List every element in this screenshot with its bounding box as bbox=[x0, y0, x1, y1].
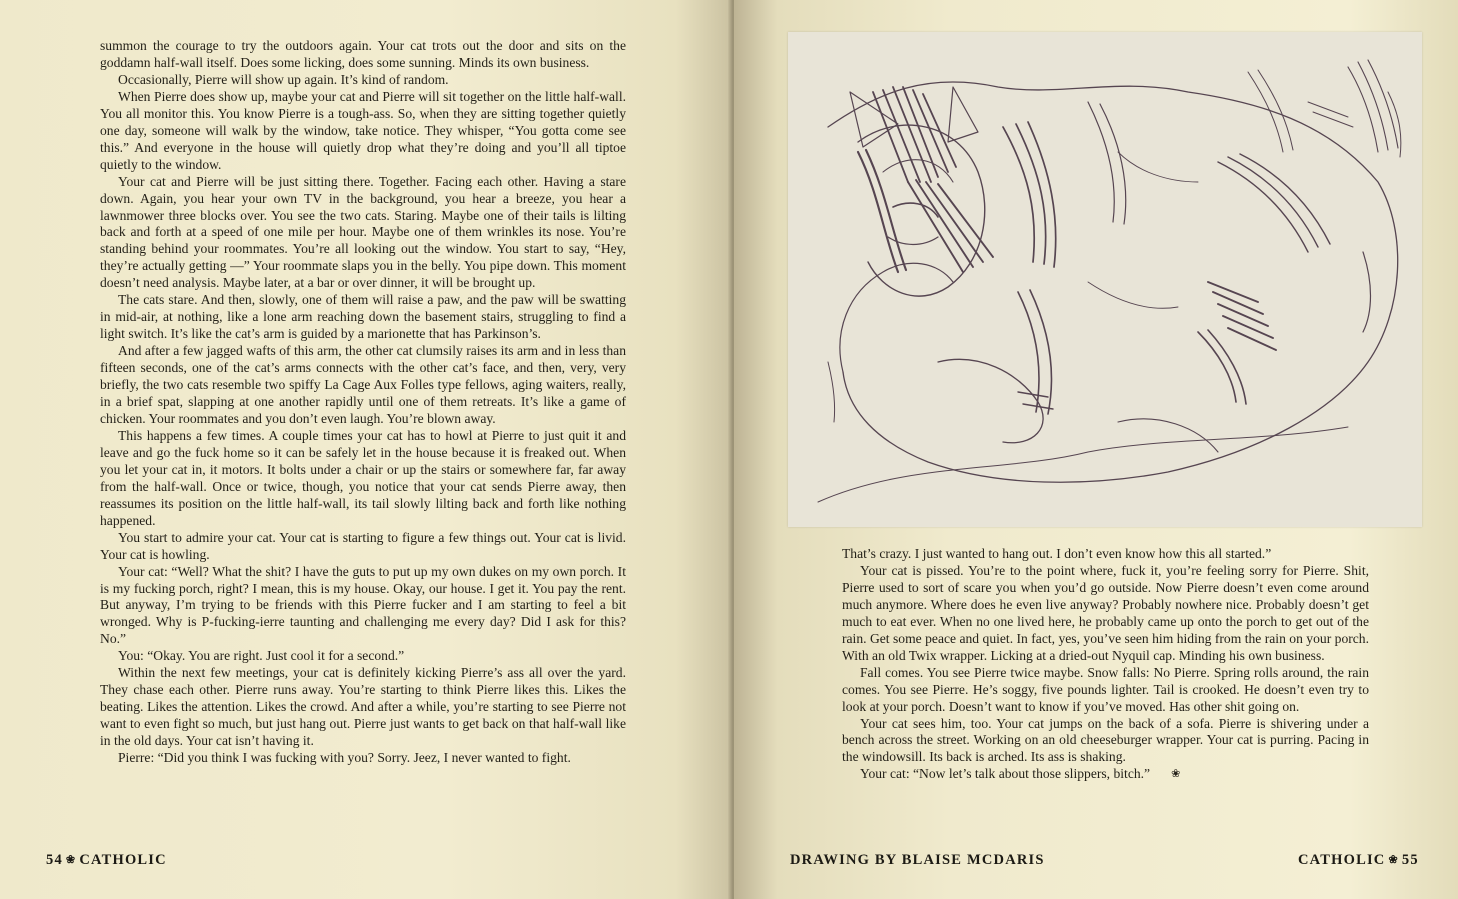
page-number: 54 bbox=[46, 852, 63, 868]
paragraph: Your cat and Pierre will be just sitting there. Together. Facing each other. Having a stare down. Again, you hear your own TV in the background, you hear a breeze, you hear a lawnmower three blocks over. You see the two cats. Staring. Maybe one of their tails is lilting back and forth at a speed of one mile per hour. Maybe one of them wrinkles its nose. You’re standing behind your roommates. You’re all looking out the window. You start to say, “Hey, they’re actually getting —” Your roommate slaps you in the belly. You pipe down. This moment doesn’t need analysis. Maybe later, at a bar or over dinner, it will be brought up. bbox=[100, 173, 626, 291]
magazine-name: CATHOLIC bbox=[1298, 852, 1386, 868]
cat-illustration bbox=[788, 32, 1422, 527]
paw-icon: ❀ bbox=[1171, 768, 1181, 781]
paragraph: And after a few jagged wafts of this arm, the other cat clumsily raises its arm and in less than fifteen seconds, one of the cat’s arms connects with the other cat’s face, and then, very, very briefly, the two cats resemble two spiffy La Cage Aux Folles type fellows, aging waiters, really, in a brief spat, slapping at one another rapidly until one of them retreats. It’s like a game of chicken. Your roommates and you don’t even laugh. You’re blown away. bbox=[100, 343, 626, 426]
magazine-name: CATHOLIC bbox=[79, 852, 167, 868]
paragraph: When Pierre does show up, maybe your cat and Pierre will sit together on the little half-wall. You all monitor this. You know Pierre is a tough-ass. So, when they are sitting together quietly one day, someone will walk by the window, take notice. They whisper, “You gotta come see this.” And everyone in the house will quietly drop what they’re doing and you’ll all tiptoe quietly to the window. bbox=[100, 88, 626, 172]
paragraph: Your cat is pissed. You’re to the point where, fuck it, you’re feeling sorry for Pierre. Shit, Pierre used to sort of scare you when you’d go outside. Now Pierre doesn’t even come around much anymore. Where does he even live anyway? Probably nowhere nice. Probably doesn’t get much to eat ever. When no one lived here, he probably came up onto the porch to get out of the rain. Get some peace and quiet. In fact, yes, you’ve seen him hiding from the rain on your porch. With an old Twix wrapper. Licking at a dried-out Nyquil cap. Minding his own business. bbox=[842, 562, 1369, 663]
page-number: 55 bbox=[1401, 852, 1419, 868]
paragraph: Your cat sees him, too. Your cat jumps on the back of a sofa. Pierre is shivering under a bench across the street. Working on an old cheeseburger wrapper. Your cat is purring. Pacing in the windowsill. Its back is arched. Its ass is shaking. bbox=[842, 715, 1369, 765]
pen-sketch-cat-icon bbox=[788, 32, 1422, 527]
paragraph bbox=[842, 766, 1369, 783]
paragraph: That’s crazy. I just wanted to hang out. I don’t even know how this all started.” bbox=[842, 546, 1272, 561]
paragraph: You start to admire your cat. Your cat is starting to figure a few things out. Your cat is livid. Your cat is howling. bbox=[100, 529, 626, 562]
paragraph: Occasionally, Pierre will show up again. It’s kind of random. bbox=[118, 71, 449, 87]
paragraph: Pierre: “Did you think I was fucking with you? Sorry. Jeez, I never wanted to fight. bbox=[118, 750, 571, 766]
folio-left bbox=[46, 852, 167, 869]
paragraph: Fall comes. You see Pierre twice maybe. Snow falls: No Pierre. Spring rolls around, the rain comes. You see Pierre. He’s soggy, five pounds lighter. Tail is crooked. He doesn’t even try to look at your porch. Doesn’t want to know if you’ve moved. Has other shit going on. bbox=[842, 664, 1369, 714]
paragraph: This happens a few times. A couple times your cat has to howl at Pierre to just quit it and leave and go the fuck home so it can be safely let in the house because it is freaked out. When you let your cat in, it motors. It bolts under a chair or up the stairs or somewhere far, far away from the half-wall. Once or twice, though, you notice that your cat sends Pierre away, then reassumes its position on the little half-wall, its tail slowly lilting back and forth like nothing happened. bbox=[100, 427, 626, 528]
right-text-column bbox=[842, 546, 1369, 783]
paw-icon: ❀ bbox=[1388, 854, 1399, 866]
illustration-credit: DRAWING BY BLAISE MCDARIS bbox=[790, 852, 1045, 868]
paragraph: Your cat: “Well? What the shit? I have the guts to put up my own dukes on my own porch. It is my fucking porch, right? I mean, this is my house. Okay, our house. I get it. You pay the rent. But anyway, I’m trying to be friends with this Pierre fucker and I am starting to feel a bit wronged. Why is P-fucking-ierre taunting and challenging me every day? Did I ask for this? No.” bbox=[100, 563, 626, 647]
paragraph: summon the courage to try the outdoors again. Your cat trots out the door and sits on the goddamn half-wall itself. Does some licking, does some sunning. Minds its own business. bbox=[100, 38, 626, 70]
paw-icon: ❀ bbox=[65, 854, 77, 866]
paragraph: You: “Okay. You are right. Just cool it for a second.” bbox=[118, 648, 405, 664]
paragraph: Within the next few meetings, your cat is definitely kicking Pierre’s ass all over the yard. They chase each other. Pierre runs away. You’re starting to think Pierre likes this. Likes the beating. Likes the attention. Likes the crowd. And after a while, you’re starting to see Pierre not want to even fight so much, but just hang out. Pierre just wants to get back on that half-wall like in the old days. Your cat isn’t having it. bbox=[100, 665, 626, 749]
folio-right bbox=[1298, 852, 1419, 869]
final-line: Your cat: “Now let’s talk about those slippers, bitch.” bbox=[860, 766, 1151, 782]
left-text-column bbox=[100, 38, 626, 767]
paragraph: The cats stare. And then, slowly, one of them will raise a paw, and the paw will be swatting in mid-air, at nothing, like a lone arm reaching down the basement stairs, struggling to find a light switch. It’s like the cat’s arm is guided by a marionette that has Parkinson’s. bbox=[100, 292, 626, 342]
